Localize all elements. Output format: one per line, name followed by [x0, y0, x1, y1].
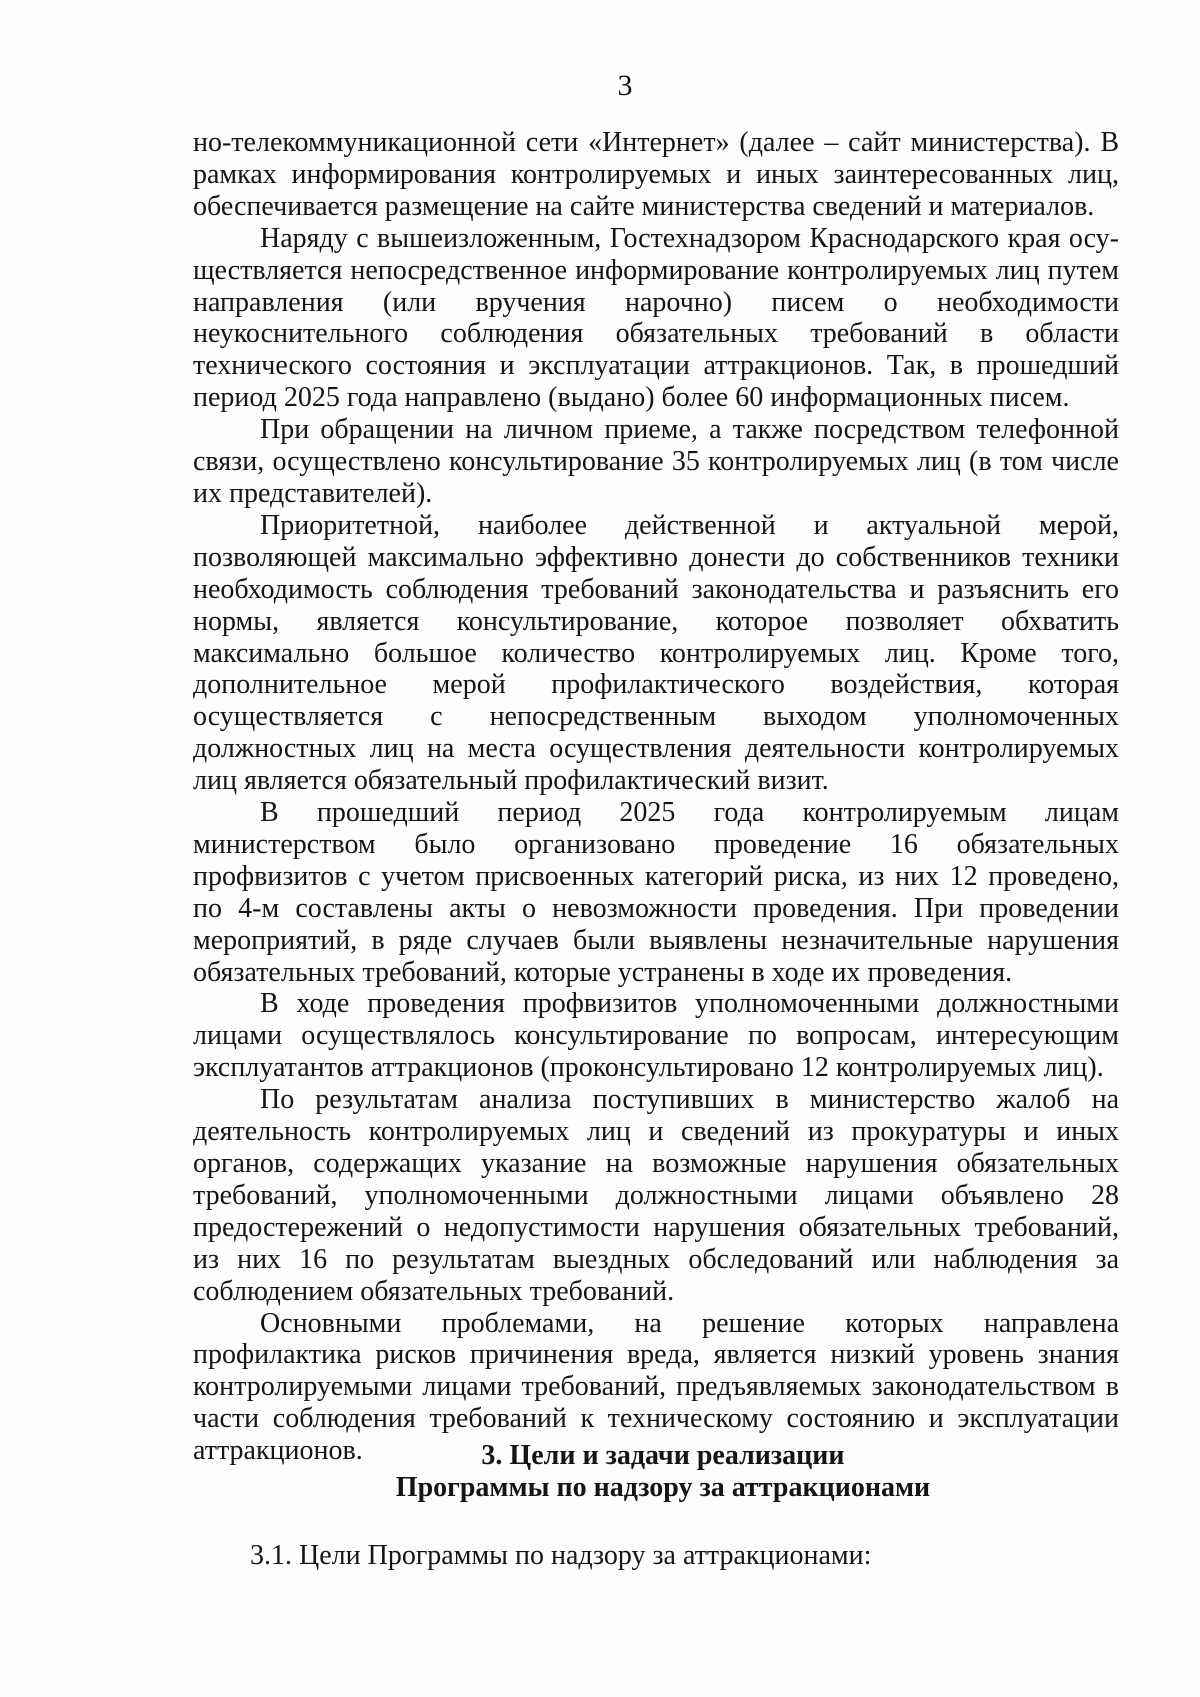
paragraph: Приоритетной, наиболее действенной и актуальной мерой, позволяющей максимально эффективно донести до собственников техники необходимость соблюдения требований законодательства и разъяснить его нормы, является консультирование, которое позволяет обхватить максимально большое количество контролируемых лиц. Кроме того, дополнительное мерой профилактического воздействия, которая осуществляется с непосредственным выходом уполномоченных должностных лиц на места осуществления деятельности контролируемых лиц является обязательный профилактический визит.	[193, 509, 1119, 797]
body-text	[193, 127, 1119, 1467]
paragraph: В прошедший период 2025 года контролируемым лицам министерством было организовано проведение 16 обязательных профвизитов с учетом присвоенных категорий риска, из них 12 проведено, по 4-м составлены акты о невозможности проведения. При проведении мероприятий, в ряде случаев были выявлены незначительные нарушения обязательных требований, которые устранены в ходе их проведения.	[193, 797, 1119, 988]
subsection-heading: 3.1. Цели Программы по надзору за аттракционами:	[250, 1540, 872, 1571]
page-number: 3	[617, 69, 633, 102]
paragraph: Основными проблемами, на решение которых направлена профилактика рисков причинения вреда, является низкий уровень знания контролируемыми лицами требований, предъявляемых законодательством в части соблюдения требований к техническому состоянию и эксплуатации аттракционов.	[193, 1307, 1119, 1467]
paragraph: Наряду с вышеизложенным, Гостехнадзором Краснодарского края осуществляется непосредственное информирование контролируемых лиц путем направления (или вручения нарочно) писем о необходимости неукоснительного соблюдения обязательных требований в области технического состояния и эксплуатации аттракционов. Так, в прошедший период 2025 года направлено (выдано) более 60 информационных писем.	[193, 222, 1119, 414]
paragraph: но-телекоммуникационной сети «Интернет» (далее – сайт министерства). В рамках информирования контролируемых и иных заинтересованных лиц, обеспечивается размещение на сайте министерства сведений и материалов.	[193, 127, 1119, 222]
paragraph: В ходе проведения профвизитов уполномоченными должностными лицами осуществлялось консультирование по вопросам, интересующим эксплуатантов аттракционов (проконсультировано 12 контролируемых лиц).	[193, 988, 1119, 1084]
section-heading	[193, 1440, 1133, 1504]
paragraph: По результатам анализа поступивших в министерство жалоб на деятельность контролируемых лиц и сведений из прокуратуры и иных органов, содержащих указание на возможные нарушения обязательных требований, уполномоченными должностными лицами объявлено 28 предостережений о недопустимости нарушения обязательных требований, из них 16 по результатам выездных обследований или наблюдения за соблюдением обязательных требований.	[193, 1084, 1119, 1307]
section-heading-line: Программы по надзору за аттракционами	[395, 1472, 931, 1503]
section-heading-line: 3. Цели и задачи реализации	[481, 1440, 845, 1471]
paragraph: При обращении на личном приеме, а также посредством телефонной связи, осуществлено консультирование 35 контролируемых лиц (в том числе их представителей).	[193, 414, 1119, 509]
